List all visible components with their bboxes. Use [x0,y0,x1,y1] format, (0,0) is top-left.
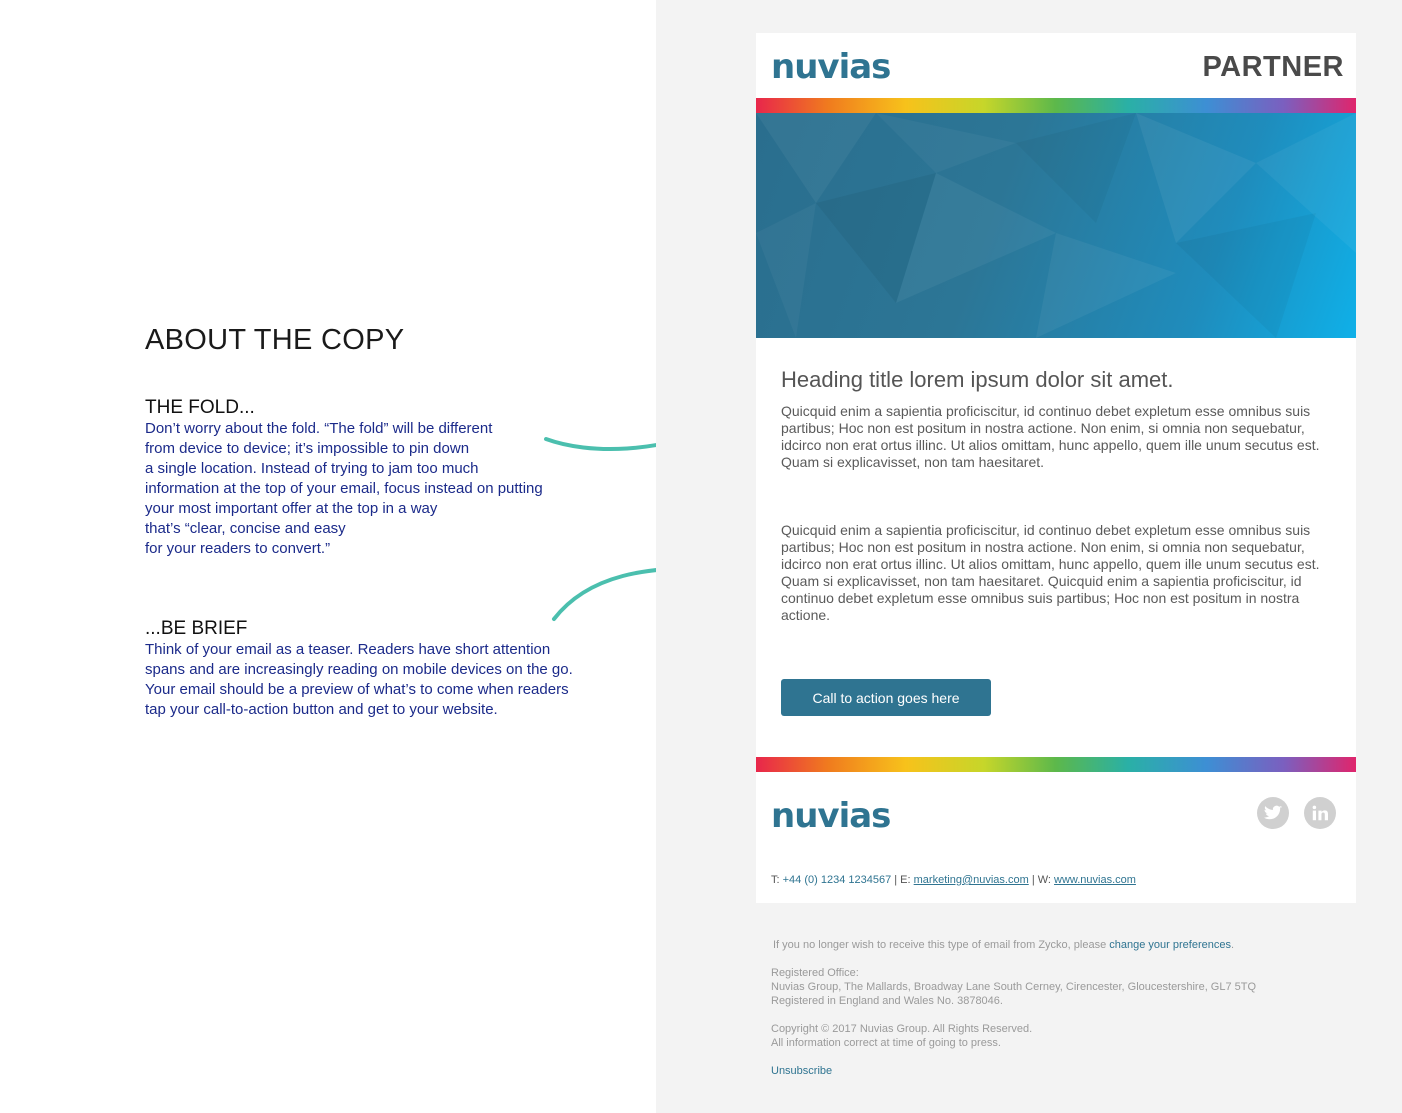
office-address: Nuvias Group, The Mallards, Broadway Lane South Cerney, Cirencester, Gloucestershire, GL7 5TQ [771,981,1257,993]
fold-line: a single location. Instead of trying to jam too much [145,460,479,477]
accuracy-text: All information correct at time of going to press. [771,1037,1001,1049]
brief-line: tap your call-to-action button and get to your website. [145,701,498,718]
email-heading: Heading title lorem ipsum dolor sit amet. [781,367,1174,392]
cta-button[interactable]: Call to action goes here [781,679,991,716]
rainbow-divider-footer [756,757,1356,772]
fold-line: information at the top of your email, focus instead on putting [145,480,543,497]
nuvias-logo: nuvias [771,47,891,87]
brief-line: Your email should be a preview of what’s to come when readers [145,681,569,698]
rainbow-divider [756,98,1356,113]
notice-period: . [1230,939,1235,951]
fold-line: for your readers to convert.” [145,540,331,557]
hero-banner [756,113,1356,338]
contact-line [771,874,1136,886]
footer-nuvias-logo: nuvias [771,796,891,836]
unsubscribe-notice [773,938,1234,952]
phone-label: T: [771,874,780,886]
phone-number[interactable]: +44 (0) 1234 1234567 [782,874,892,886]
linkedin-icon[interactable] [1304,797,1336,829]
fold-heading: THE FOLD... [145,397,255,418]
email-link[interactable]: marketing@nuvias.com [913,874,1029,886]
email-header [756,33,1356,98]
office-label: Registered Office: [771,967,859,979]
twitter-icon[interactable] [1257,797,1289,829]
fold-line: your most important offer at the top in a way [145,500,438,517]
fold-line: Don’t worry about the fold. “The fold” will be different [145,420,493,437]
website-label: | W: [1031,874,1051,886]
brief-line: spans and are increasingly reading on mobile devices on the go. [145,661,573,678]
change-preferences-link[interactable]: change your preferences [1109,939,1231,951]
brief-body [145,640,573,720]
copyright-text: Copyright © 2017 Nuvias Group. All Rights Reserved. [771,1023,1033,1035]
fold-line: from device to device; it’s impossible to pin down [145,440,470,457]
annotation-title: ABOUT THE COPY [145,324,405,356]
email-paragraph-2: Quicquid enim a sapientia proficiscitur, id continuo debet expletum esse omnibus suis partibus; Hoc non est positum in nostra actione. Non enim, si omnia non sequebatur, idcirco non erat ortus illinc. Ut alios omittam, hunc appello, quem ille unum secutus est. Quam si explicavisset, non tam haesitaret. Quicquid enim a sapientia proficiscitur, id continuo debet expletum esse omnibus suis partibus; Hoc non est positum in nostra actione. [781,522,1320,623]
unsubscribe-wrapper [771,1064,832,1078]
notice-text: If you no longer wish to receive this type of email from Zycko, please [773,939,1107,951]
twitter-glyph [1264,805,1282,821]
brief-line: Think of your email as a teaser. Readers have short attention [145,641,551,658]
registration-number: Registered in England and Wales No. 3878046. [771,995,1003,1007]
fold-body [145,419,543,559]
email-card [756,33,1356,903]
fold-line: that’s “clear, concise and easy [145,520,346,537]
hero-pattern [756,113,1356,338]
website-link[interactable]: www.nuvias.com [1054,874,1136,886]
partner-label: PARTNER [1202,51,1344,83]
brief-heading: ...BE BRIEF [145,618,248,639]
unsubscribe-link[interactable]: Unsubscribe [771,1065,833,1077]
email-label: | E: [894,874,911,886]
email-paragraph-1: Quicquid enim a sapientia proficiscitur, id continuo debet expletum esse omnibus suis partibus; Hoc non est positum in nostra actione. Non enim, si omnia non sequebatur, idcirco non erat ortus illinc. Ut alios omittam, hunc appello, quem ille unum secutus est. Quam si explicavisset, non tam haesitaret. [781,403,1320,470]
linkedin-glyph [1312,805,1328,821]
